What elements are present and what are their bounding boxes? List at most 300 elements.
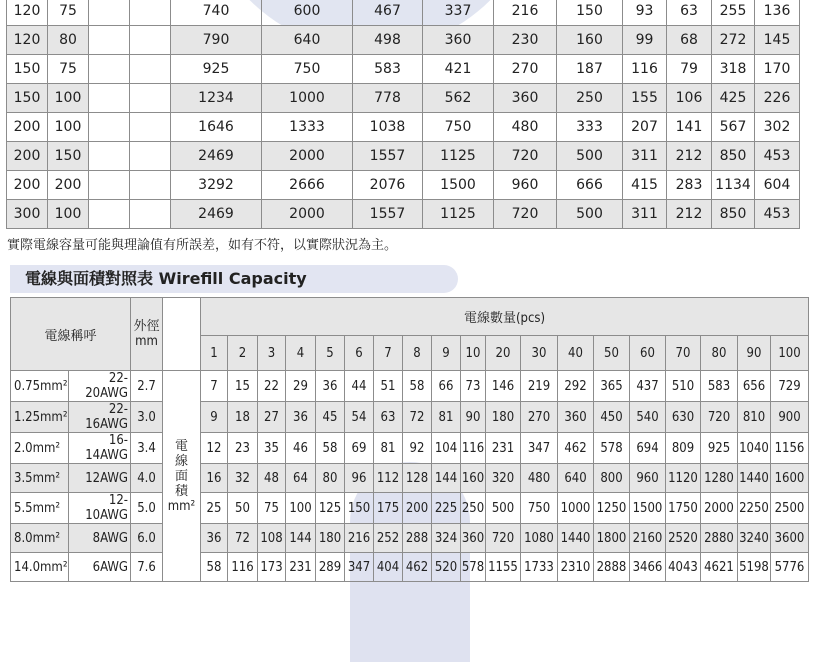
cell-value: 270 (521, 402, 558, 433)
header-count: 9 (432, 336, 461, 371)
cell-value: 320 (486, 464, 521, 493)
table-row (11, 524, 809, 553)
cell-value: 250 (461, 493, 486, 524)
cell-value: 4621 (701, 553, 738, 582)
cell-value: 1120 (666, 464, 701, 493)
cell-value: 347 (345, 553, 374, 582)
spacer-cell (89, 0, 130, 26)
cell-value: 230 (494, 26, 557, 55)
cell-gauge: 1.25mm² (11, 402, 69, 433)
cell-value: 740 (171, 0, 262, 26)
cell-value: 1000 (558, 493, 594, 524)
cell-value: 255 (712, 0, 755, 26)
cell-value: 578 (594, 433, 630, 464)
cell-value: 1234 (171, 84, 262, 113)
cell-value: 72 (228, 524, 258, 553)
cell-value: 73 (461, 371, 486, 402)
cell-value: 2000 (701, 493, 738, 524)
spacer-cell (130, 171, 171, 200)
cell-value: 51 (374, 371, 403, 402)
cell-value: 360 (461, 524, 486, 553)
cell-value: 1280 (701, 464, 738, 493)
header-count: 1 (201, 336, 228, 371)
cell-value: 75 (258, 493, 286, 524)
cell-value: 36 (286, 402, 316, 433)
cell-value: 302 (755, 113, 800, 142)
cell-value: 500 (557, 142, 623, 171)
cell-value: 48 (258, 464, 286, 493)
cell-value: 32 (228, 464, 258, 493)
disclaimer-note: 實際電線容量可能與理論值有所誤差，如有不符，以實際狀況為主。 (7, 238, 398, 253)
cell-value: 404 (374, 553, 403, 582)
cell-value: 44 (345, 371, 374, 402)
table-row (7, 171, 800, 200)
header-od: 外徑 mm (131, 298, 163, 371)
cell-value: 2500 (771, 493, 809, 524)
cell-od: 6.0 (131, 524, 163, 553)
cell-value: 347 (521, 433, 558, 464)
cell-value: 1125 (423, 142, 494, 171)
table-row (11, 553, 809, 582)
cell-value: 144 (432, 464, 461, 493)
table-row (7, 142, 800, 171)
cell-value: 180 (316, 524, 345, 553)
cell-value: 720 (494, 142, 557, 171)
header-count: 7 (374, 336, 403, 371)
cell-value: 2469 (171, 142, 262, 171)
table-row (11, 493, 809, 524)
cell-gauge: 0.75mm² (11, 371, 69, 402)
cell-value: 656 (738, 371, 771, 402)
cell-value: 116 (461, 433, 486, 464)
cell-value: 1646 (171, 113, 262, 142)
cell-value: 1333 (262, 113, 353, 142)
cell-value: 160 (557, 26, 623, 55)
cell-value: 900 (771, 402, 809, 433)
cell-value: 4043 (666, 553, 701, 582)
cell-value: 415 (623, 171, 667, 200)
cell-value: 333 (557, 113, 623, 142)
table-row (7, 0, 800, 26)
cell-value: 1125 (423, 200, 494, 229)
cell-value: 425 (712, 84, 755, 113)
cell-value: 116 (228, 553, 258, 582)
cell-value: 144 (286, 524, 316, 553)
cell-value: 35 (258, 433, 286, 464)
cell-value: 283 (667, 171, 712, 200)
spacer-cell (130, 26, 171, 55)
header-count: 70 (666, 336, 701, 371)
cell-value: 3600 (771, 524, 809, 553)
header-count: 90 (738, 336, 771, 371)
cell-value: 1733 (521, 553, 558, 582)
cell-value: 66 (432, 371, 461, 402)
cell-value: 104 (432, 433, 461, 464)
cell-value: 365 (594, 371, 630, 402)
cell-value: 640 (558, 464, 594, 493)
cell-value: 23 (228, 433, 258, 464)
cell-value: 225 (432, 493, 461, 524)
cell-od: 5.0 (131, 493, 163, 524)
cell-value: 360 (423, 26, 494, 55)
cell-value: 9 (201, 402, 228, 433)
table-row (11, 464, 809, 493)
cell-value: 2000 (262, 142, 353, 171)
cell-value: 3466 (630, 553, 666, 582)
cell-value: 462 (558, 433, 594, 464)
cell-awg: 22-16AWG (69, 402, 131, 433)
cell-awg: 6AWG (69, 553, 131, 582)
cell-value: 578 (461, 553, 486, 582)
cell-value: 292 (558, 371, 594, 402)
cell-value: 173 (258, 553, 286, 582)
cell-value: 810 (738, 402, 771, 433)
header-count: 2 (228, 336, 258, 371)
header-count: 6 (345, 336, 374, 371)
cell-value: 15 (228, 371, 258, 402)
table-row (7, 55, 800, 84)
cell-value: 108 (258, 524, 286, 553)
cell-value: 200 (403, 493, 432, 524)
cell-value: 809 (666, 433, 701, 464)
spacer-cell (130, 0, 171, 26)
cell-value: 567 (712, 113, 755, 142)
cell-value: 1080 (521, 524, 558, 553)
cell-value: 1557 (353, 142, 423, 171)
cell-value: 750 (262, 55, 353, 84)
cell-value: 2520 (666, 524, 701, 553)
cell-value: 90 (461, 402, 486, 433)
cell-value: 136 (755, 0, 800, 26)
cell-value: 25 (201, 493, 228, 524)
cell-value: 18 (228, 402, 258, 433)
cell-value: 562 (423, 84, 494, 113)
cell-value: 604 (755, 171, 800, 200)
header-count: 5 (316, 336, 345, 371)
cell-value: 498 (353, 26, 423, 55)
cell-value: 1440 (738, 464, 771, 493)
wirefill-table (10, 297, 809, 582)
cell-value: 170 (755, 55, 800, 84)
cell-value: 453 (755, 200, 800, 229)
cell-height: 80 (48, 26, 89, 55)
cell-width: 120 (7, 0, 48, 26)
cell-value: 311 (623, 200, 667, 229)
cell-value: 58 (403, 371, 432, 402)
cell-width: 200 (7, 171, 48, 200)
cell-value: 36 (316, 371, 345, 402)
cell-awg: 8AWG (69, 524, 131, 553)
cell-value: 68 (667, 26, 712, 55)
cell-value: 453 (755, 142, 800, 171)
cell-value: 54 (345, 402, 374, 433)
spacer-cell (130, 113, 171, 142)
cell-gauge: 3.5mm² (11, 464, 69, 493)
cell-value: 100 (286, 493, 316, 524)
cell-value: 850 (712, 142, 755, 171)
cell-value: 212 (667, 142, 712, 171)
cell-value: 1155 (486, 553, 521, 582)
cell-value: 125 (316, 493, 345, 524)
cell-value: 778 (353, 84, 423, 113)
cell-height: 100 (48, 84, 89, 113)
cell-value: 80 (316, 464, 345, 493)
cell-od: 3.4 (131, 433, 163, 464)
cell-value: 29 (286, 371, 316, 402)
cell-value: 720 (486, 524, 521, 553)
cell-awg: 12AWG (69, 464, 131, 493)
cell-value: 212 (667, 200, 712, 229)
cell-value: 850 (712, 200, 755, 229)
header-wire-name: 電線稱呼 (11, 298, 131, 371)
header-count: 30 (521, 336, 558, 371)
cell-width: 300 (7, 200, 48, 229)
header-count: 50 (594, 336, 630, 371)
ampacity-table (6, 0, 800, 229)
cell-value: 231 (286, 553, 316, 582)
spacer-cell (130, 84, 171, 113)
cell-value: 437 (630, 371, 666, 402)
cell-value: 2888 (594, 553, 630, 582)
spacer-cell (130, 55, 171, 84)
cell-value: 925 (171, 55, 262, 84)
cell-value: 790 (171, 26, 262, 55)
spacer-cell (89, 113, 130, 142)
cell-value: 36 (201, 524, 228, 553)
cell-value: 207 (623, 113, 667, 142)
cell-value: 81 (374, 433, 403, 464)
cell-value: 750 (423, 113, 494, 142)
cell-value: 252 (374, 524, 403, 553)
cell-value: 150 (557, 0, 623, 26)
cell-width: 120 (7, 26, 48, 55)
cell-value: 2880 (701, 524, 738, 553)
cell-value: 12 (201, 433, 228, 464)
cell-value: 500 (557, 200, 623, 229)
cell-value: 925 (701, 433, 738, 464)
cell-value: 2076 (353, 171, 423, 200)
cell-value: 1440 (558, 524, 594, 553)
cell-value: 116 (623, 55, 667, 84)
cell-value: 216 (494, 0, 557, 26)
cell-width: 150 (7, 55, 48, 84)
cell-value: 311 (623, 142, 667, 171)
cell-value: 1000 (262, 84, 353, 113)
cell-value: 1557 (353, 200, 423, 229)
table-row (7, 113, 800, 142)
table-row (7, 26, 800, 55)
cell-value: 58 (201, 553, 228, 582)
cell-value: 1750 (666, 493, 701, 524)
cell-value: 720 (701, 402, 738, 433)
cell-od: 2.7 (131, 371, 163, 402)
cell-value: 160 (461, 464, 486, 493)
cell-value: 99 (623, 26, 667, 55)
cell-awg: 16-14AWG (69, 433, 131, 464)
cell-value: 450 (594, 402, 630, 433)
cell-od: 3.0 (131, 402, 163, 433)
cell-value: 7 (201, 371, 228, 402)
cell-value: 180 (486, 402, 521, 433)
cell-value: 219 (521, 371, 558, 402)
cell-value: 216 (345, 524, 374, 553)
cell-value: 318 (712, 55, 755, 84)
cell-value: 22 (258, 371, 286, 402)
cell-value: 666 (557, 171, 623, 200)
cell-value: 272 (712, 26, 755, 55)
cell-value: 27 (258, 402, 286, 433)
cell-value: 360 (494, 84, 557, 113)
header-count: 60 (630, 336, 666, 371)
cell-value: 72 (403, 402, 432, 433)
cell-height: 100 (48, 200, 89, 229)
cell-value: 1500 (423, 171, 494, 200)
cell-value: 58 (316, 433, 345, 464)
cell-value: 2666 (262, 171, 353, 200)
cell-value: 145 (755, 26, 800, 55)
cell-value: 520 (432, 553, 461, 582)
cell-value: 128 (403, 464, 432, 493)
spacer-cell (89, 26, 130, 55)
cell-value: 270 (494, 55, 557, 84)
cell-value: 3292 (171, 171, 262, 200)
cell-value: 3240 (738, 524, 771, 553)
cell-value: 2160 (630, 524, 666, 553)
cell-value: 289 (316, 553, 345, 582)
cell-value: 421 (423, 55, 494, 84)
spacer-cell (89, 200, 130, 229)
table-row (11, 402, 809, 433)
cell-value: 106 (667, 84, 712, 113)
cell-height: 75 (48, 55, 89, 84)
cell-value: 93 (623, 0, 667, 26)
cell-value: 226 (755, 84, 800, 113)
cell-value: 1500 (630, 493, 666, 524)
cell-value: 250 (557, 84, 623, 113)
unit-label: 電 線 面 積 mm² (163, 371, 201, 582)
cell-value: 2250 (738, 493, 771, 524)
cell-value: 187 (557, 55, 623, 84)
cell-value: 462 (403, 553, 432, 582)
cell-value: 2469 (171, 200, 262, 229)
cell-width: 200 (7, 142, 48, 171)
cell-value: 467 (353, 0, 423, 26)
cell-value: 150 (345, 493, 374, 524)
cell-value: 141 (667, 113, 712, 142)
header-count: 3 (258, 336, 286, 371)
cell-value: 750 (521, 493, 558, 524)
cell-value: 1040 (738, 433, 771, 464)
header-count: 80 (701, 336, 738, 371)
cell-value: 63 (667, 0, 712, 26)
cell-value: 1250 (594, 493, 630, 524)
cell-height: 150 (48, 142, 89, 171)
cell-value: 360 (558, 402, 594, 433)
cell-value: 2310 (558, 553, 594, 582)
cell-gauge: 8.0mm² (11, 524, 69, 553)
cell-value: 583 (701, 371, 738, 402)
cell-value: 1134 (712, 171, 755, 200)
spacer-cell (89, 171, 130, 200)
cell-height: 75 (48, 0, 89, 26)
cell-value: 46 (286, 433, 316, 464)
cell-gauge: 5.5mm² (11, 493, 69, 524)
cell-awg: 22-20AWG (69, 371, 131, 402)
cell-value: 1038 (353, 113, 423, 142)
cell-value: 63 (374, 402, 403, 433)
cell-value: 50 (228, 493, 258, 524)
header-count: 40 (558, 336, 594, 371)
cell-value: 79 (667, 55, 712, 84)
spacer-cell (89, 84, 130, 113)
cell-value: 720 (494, 200, 557, 229)
header-count: 8 (403, 336, 432, 371)
cell-width: 200 (7, 113, 48, 142)
cell-gauge: 2.0mm² (11, 433, 69, 464)
cell-od: 4.0 (131, 464, 163, 493)
header-count: 10 (461, 336, 486, 371)
cell-value: 155 (623, 84, 667, 113)
cell-value: 64 (286, 464, 316, 493)
spacer-cell (130, 142, 171, 171)
spacer-cell (130, 200, 171, 229)
cell-value: 1156 (771, 433, 809, 464)
cell-value: 540 (630, 402, 666, 433)
header-count: 4 (286, 336, 316, 371)
cell-value: 96 (345, 464, 374, 493)
cell-value: 231 (486, 433, 521, 464)
cell-value: 5776 (771, 553, 809, 582)
cell-value: 1600 (771, 464, 809, 493)
cell-value: 92 (403, 433, 432, 464)
cell-value: 288 (403, 524, 432, 553)
table-row (7, 200, 800, 229)
cell-value: 583 (353, 55, 423, 84)
cell-value: 600 (262, 0, 353, 26)
cell-od: 7.6 (131, 553, 163, 582)
cell-value: 480 (494, 113, 557, 142)
cell-value: 640 (262, 26, 353, 55)
cell-value: 146 (486, 371, 521, 402)
cell-value: 800 (594, 464, 630, 493)
header-count: 20 (486, 336, 521, 371)
table-row (11, 433, 809, 464)
cell-value: 81 (432, 402, 461, 433)
cell-gauge: 14.0mm² (11, 553, 69, 582)
cell-value: 175 (374, 493, 403, 524)
cell-value: 2000 (262, 200, 353, 229)
cell-value: 960 (494, 171, 557, 200)
cell-value: 510 (666, 371, 701, 402)
cell-value: 5198 (738, 553, 771, 582)
header-count: 100 (771, 336, 809, 371)
table-row (11, 371, 809, 402)
cell-value: 112 (374, 464, 403, 493)
cell-value: 480 (521, 464, 558, 493)
cell-value: 960 (630, 464, 666, 493)
spacer-cell (89, 55, 130, 84)
cell-value: 16 (201, 464, 228, 493)
cell-height: 100 (48, 113, 89, 142)
spacer-cell (89, 142, 130, 171)
cell-value: 1800 (594, 524, 630, 553)
cell-width: 150 (7, 84, 48, 113)
cell-value: 729 (771, 371, 809, 402)
cell-value: 324 (432, 524, 461, 553)
cell-value: 694 (630, 433, 666, 464)
section-title: 電線與面積對照表 Wirefill Capacity (10, 265, 458, 293)
cell-awg: 12-10AWG (69, 493, 131, 524)
